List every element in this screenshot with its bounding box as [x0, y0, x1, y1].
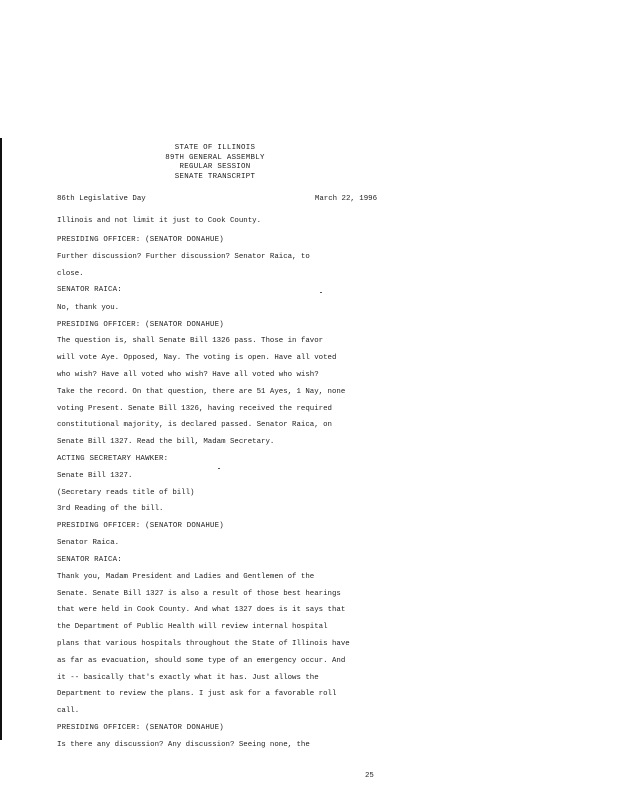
transcript-line: The question is, shall Senate Bill 1326 pass. Those in favor [57, 337, 324, 345]
speaker-label: ACTING SECRETARY HAWKER: [57, 455, 169, 463]
transcript-line: Illinois and not limit it just to Cook County. [57, 217, 262, 225]
transcript-line: call. [57, 707, 80, 715]
transcript-line: will vote Aye. Opposed, Nay. The voting is open. Have all voted [57, 354, 337, 362]
scan-speck [320, 292, 322, 293]
transcript-line: (Secretary reads title of bill) [57, 489, 195, 497]
transcript-line: the Department of Public Health will review internal hospital [57, 623, 328, 631]
transcript-line: Senate Bill 1327. Read the bill, Madam Secretary. [57, 438, 275, 446]
header-line-4: SENATE TRANSCRIPT [174, 172, 256, 181]
legislative-day-line [57, 194, 377, 204]
scan-speck [218, 468, 220, 469]
header-line-3: REGULAR SESSION [179, 163, 251, 171]
transcript-line: voting Present. Senate Bill 1326, having received the required [57, 405, 332, 413]
speaker-label: PRESIDING OFFICER: (SENATOR DONAHUE) [57, 724, 224, 732]
transcript-line: Is there any discussion? Any discussion? Seeing none, the [57, 741, 310, 749]
transcript-line: constitutional majority, is declared passed. Senator Raica, on [57, 421, 332, 429]
header-line-1: STATE OF ILLINOIS [174, 144, 256, 152]
speaker-label: PRESIDING OFFICER: (SENATOR DONAHUE) [57, 522, 224, 530]
transcript-line: Senate. Senate Bill 1327 is also a result of those best hearings [57, 590, 341, 598]
transcript-line: Further discussion? Further discussion? Senator Raica, to [57, 253, 310, 261]
transcript-line: it -- basically that's exactly what it has. Just allows the [57, 674, 319, 682]
transcript-line: Senate Bill 1327. [57, 472, 133, 480]
transcript-line: 3rd Reading of the bill. [57, 505, 164, 513]
transcript-line: that were held in Cook County. And what 1327 does is it says that [57, 606, 346, 614]
transcript-line: Senator Raica. [57, 539, 120, 547]
page-number: 25 [365, 772, 374, 780]
transcript-line: Department to review the plans. I just ask for a favorable roll [57, 690, 337, 698]
left-margin-rule [0, 138, 2, 740]
speaker-label: SENATOR RAICA: [57, 286, 122, 294]
session-date: March 22, 1996 [314, 195, 377, 203]
legislative-day: 86th Legislative Day [57, 195, 146, 203]
transcript-line: Take the record. On that question, there are 51 Ayes, 1 Nay, none [57, 388, 346, 396]
transcript-line: close. [57, 270, 84, 278]
speaker-label: PRESIDING OFFICER: (SENATOR DONAHUE) [57, 321, 224, 329]
transcript-line: Thank you, Madam President and Ladies and Gentlemen of the [57, 573, 315, 581]
transcript-header [140, 144, 290, 182]
speaker-label: PRESIDING OFFICER: (SENATOR DONAHUE) [57, 236, 224, 244]
transcript-line: as far as evacuation, should some type of an emergency occur. And [57, 657, 346, 665]
transcript-line: No, thank you. [57, 304, 120, 312]
header-line-2: 89TH GENERAL ASSEMBLY [165, 153, 265, 162]
transcript-line: who wish? Have all voted who wish? Have all voted who wish? [57, 371, 319, 379]
transcript-line: plans that various hospitals throughout the State of Illinois have [57, 640, 350, 648]
speaker-label: SENATOR RAICA: [57, 556, 122, 564]
